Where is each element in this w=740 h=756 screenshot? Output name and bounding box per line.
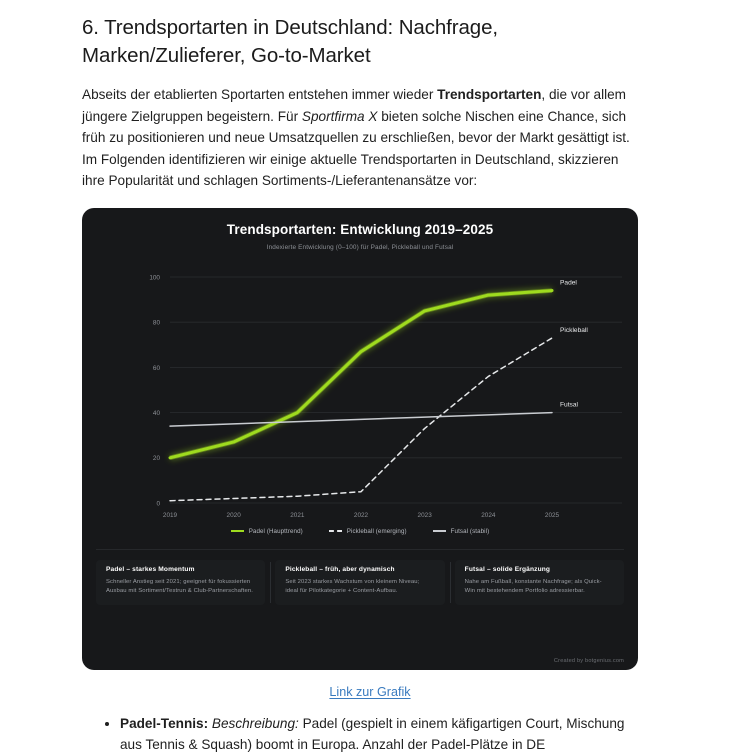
svg-text:Pickleball: Pickleball [560, 326, 588, 334]
svg-text:2025: 2025 [544, 511, 560, 519]
svg-text:Padel: Padel [560, 279, 577, 287]
chart-series-end-labels [560, 279, 588, 408]
legend-label-pickleball: Pickleball (emerging) [346, 527, 407, 535]
intro-text-a: Abseits der etablierten Sportarten entstehen immer wieder [82, 87, 438, 102]
legend-swatch-padel [231, 530, 244, 532]
svg-text:2024: 2024 [481, 511, 496, 519]
link-zur-grafik[interactable]: Link zur Grafik [329, 684, 411, 699]
bullet-term: Padel-Tennis: [120, 715, 209, 731]
insight-card-padel [96, 560, 265, 605]
svg-text:2019: 2019 [162, 511, 178, 519]
insight-card-futsal [455, 560, 624, 605]
chart-subtitle: Indexierte Entwicklung (0–100) für Padel, Pickleball und Futsal [266, 243, 454, 251]
svg-text:100: 100 [149, 273, 160, 281]
chart-credit: Created by botgenius.com [553, 657, 624, 664]
svg-text:40: 40 [152, 409, 160, 417]
bullet-text: Padel (gespielt in einem käfigartigen Court, Mischung aus Tennis & Squash) boomt in Europa. Anzahl der Padel-Plätze in DE [120, 715, 625, 752]
insight-card-pickleball-title: Pickleball – früh, aber dynamisch [285, 565, 395, 573]
svg-text:0: 0 [156, 499, 160, 507]
chart-plot-area [82, 261, 638, 526]
intro-italic-company: Sportfirma X [301, 108, 378, 124]
legend-item-pickleball[interactable] [329, 528, 407, 535]
line-chart-svg [82, 261, 638, 526]
insight-card-futsal-body: Nahe am Fußball, konstante Nachfrage; als Quick-Win mit bestehendem Portfolio adressierbar. [464, 578, 602, 595]
insight-card-padel-title: Padel – starkes Momentum [106, 565, 195, 573]
intro-bold-trendsportarten: Trendsportarten [437, 87, 542, 102]
bullet-list [82, 713, 658, 756]
bullet-italic: Beschreibung: [211, 715, 299, 731]
chart-y-tick-labels [149, 274, 160, 507]
svg-text:2023: 2023 [417, 511, 432, 519]
chart-gridlines [170, 277, 622, 503]
intro-text-c: , die vor allem jüngere Zielgruppen begeistern. Für [82, 87, 627, 124]
legend-swatch-pickleball [329, 530, 342, 532]
legend-item-futsal[interactable] [433, 528, 490, 535]
legend-label-futsal: Futsal (stabil) [450, 527, 490, 535]
svg-text:60: 60 [152, 364, 160, 372]
chart-card [82, 208, 638, 670]
link-row [82, 683, 658, 701]
list-item [120, 713, 640, 756]
svg-text:2020: 2020 [226, 511, 241, 519]
insight-card-futsal-title: Futsal – solide Ergänzung [464, 565, 551, 573]
legend-swatch-futsal [433, 530, 446, 532]
svg-text:20: 20 [152, 454, 160, 462]
intro-text-e: bieten solche Nischen eine Chance, sich früh zu positionieren und neue Umsatzquellen zu erschließen, bevor der Markt gesättigt ist. Im Folgenden identifizieren wir einige aktuelle Trendsportarten in Deutschland, skizzieren ihre Popularität und schlagen Sortiments-/Lieferantenansätze vor: [82, 108, 630, 188]
svg-text:2022: 2022 [353, 511, 369, 519]
insight-card-padel-body: Schneller Anstieg seit 2021; geeignet für fokussierten Ausbau mit Sortiment/Testrun & Club-Partnerschaften. [106, 578, 253, 595]
page-title: 6. Trendsportarten in Deutschland: Nachfrage, Marken/Zulieferer, Go-to-Market [82, 16, 498, 67]
insight-card-pickleball [275, 560, 444, 605]
svg-text:80: 80 [152, 319, 160, 327]
chart-x-tick-labels [163, 512, 560, 519]
svg-text:Futsal: Futsal [560, 401, 578, 409]
insight-card-pickleball-body: Seit 2023 starkes Wachstum von kleinem Niveau; ideal für Pilotkategorie + Content-Aufbau. [285, 578, 420, 595]
chart-title: Trendsportarten: Entwicklung 2019–2025 [226, 221, 494, 237]
svg-text:2021: 2021 [290, 511, 305, 519]
legend-item-padel[interactable] [231, 528, 303, 535]
legend-label-padel: Padel (Haupttrend) [248, 527, 303, 535]
insight-cards [96, 549, 624, 605]
intro-paragraph [82, 84, 638, 192]
chart-legend [82, 528, 638, 535]
